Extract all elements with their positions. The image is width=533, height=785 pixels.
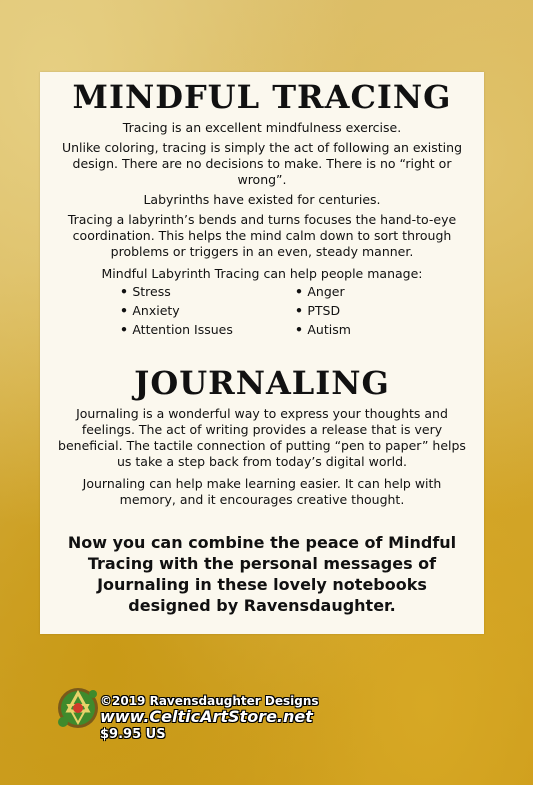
store-url-link[interactable]: www.CelticArtStore.net: [100, 707, 313, 726]
mindful-p2: Unlike coloring, tracing is simply the act of following an existing design. There are no decisions to make. There is no “right or wrong”.: [61, 140, 463, 187]
mindful-p5: Mindful Labyrinth Tracing can help people manage:: [101, 266, 423, 281]
benefits-list: [120, 284, 420, 337]
list-item: • Autism: [295, 322, 420, 337]
list-item: • Attention Issues: [120, 322, 295, 337]
list-item: • Anxiety: [120, 303, 295, 318]
journaling-p2: Journaling can help make learning easier. It can help with memory, and it encourages creative thought.: [82, 476, 442, 507]
journaling-p1: Journaling is a wonderful way to express your thoughts and feelings. The act of writing provides a release that is very beneficial. The tactile connection of putting “pen to paper” helps us take a step back from today’s digital world.: [58, 406, 466, 469]
price-text: $9.95 US: [100, 727, 166, 742]
copyright-text: ©2019 Ravensdaughter Designs: [100, 694, 319, 708]
mindful-p4: Tracing a labyrinth’s bends and turns focuses the hand-to-eye coordination. This helps the mind calm down to sort through problems or triggers in an even, steady manner.: [67, 212, 457, 259]
list-item: • Anger: [295, 284, 420, 299]
list-item: • Stress: [120, 284, 295, 299]
celtic-knot-logo-icon: [55, 682, 101, 734]
content-panel: [40, 72, 484, 634]
mindful-tracing-title: MINDFUL TRACING: [72, 78, 452, 116]
mindful-p3: Labyrinths have existed for centuries.: [143, 192, 381, 207]
list-item: • PTSD: [295, 303, 420, 318]
journaling-title: JOURNALING: [134, 364, 390, 402]
mindful-p1: Tracing is an excellent mindfulness exercise.: [122, 120, 402, 135]
footer-info: [100, 694, 319, 744]
closing-statement: Now you can combine the peace of Mindful Tracing with the personal messages of Journaling in these lovely notebooks designed by Ravensdaughter.: [67, 533, 457, 615]
